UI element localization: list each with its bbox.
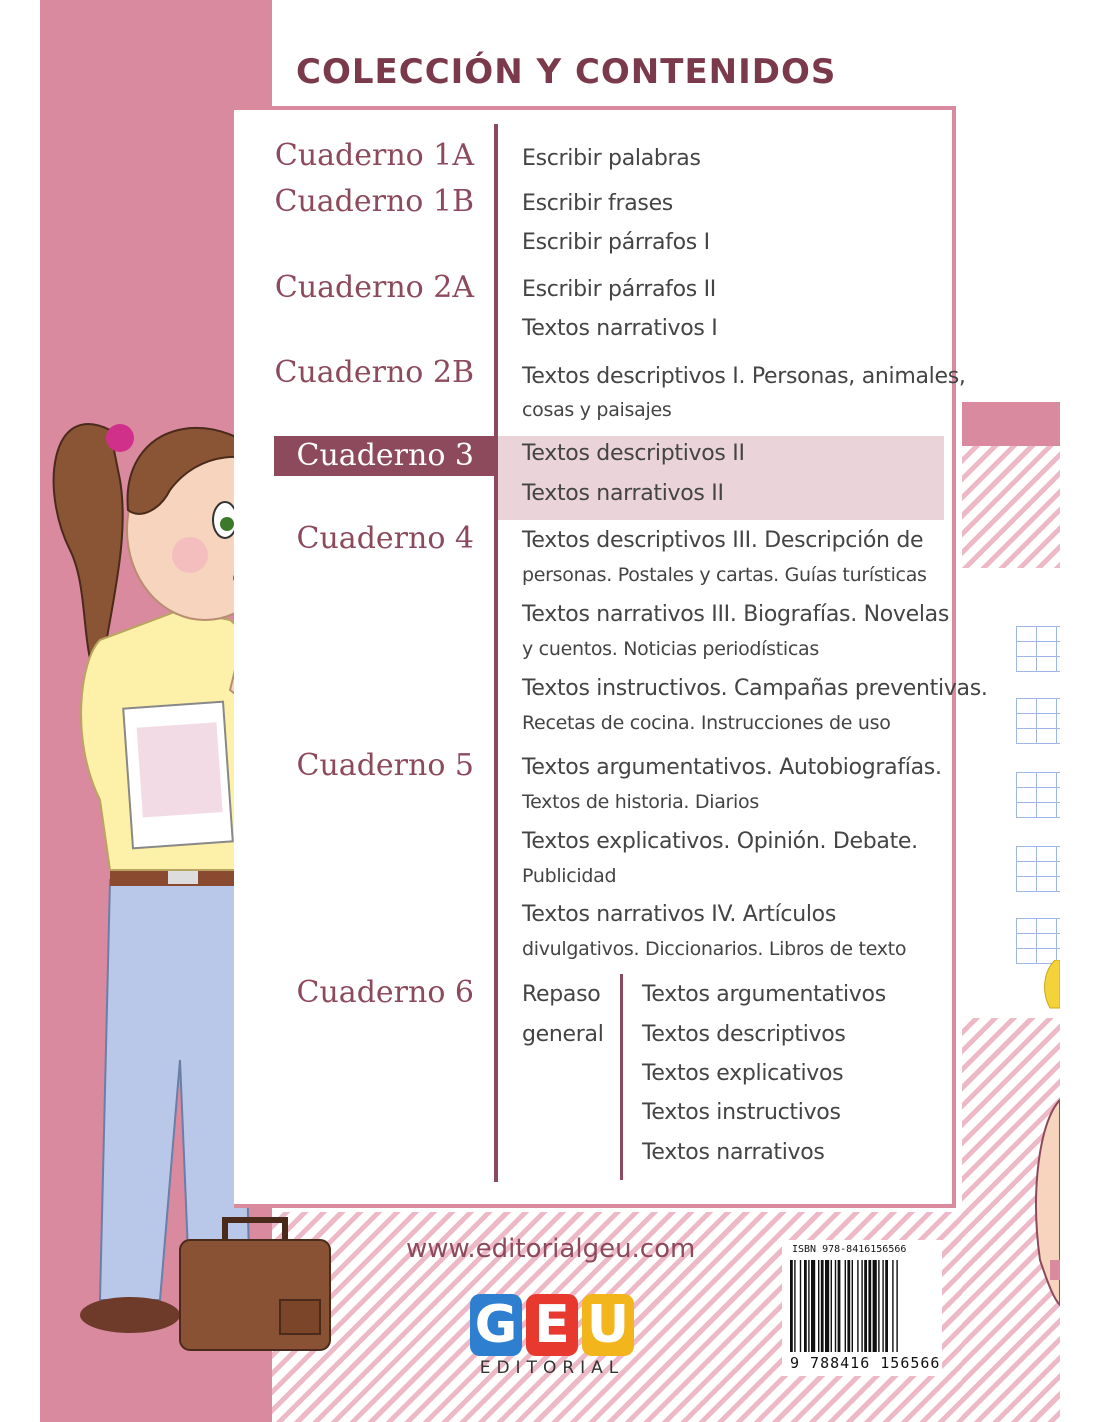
topic-line: Textos narrativos III. Biografías. Novelas xyxy=(522,602,950,627)
topic-line: Textos descriptivos II xyxy=(522,441,745,466)
barcode-bar xyxy=(821,1260,824,1352)
grid-paper-icon xyxy=(1016,918,1060,964)
topic-line: Textos narrativos IV. Artículos xyxy=(522,902,836,927)
topic-line: cosas y paisajes xyxy=(522,399,672,421)
barcode-bar xyxy=(808,1260,809,1352)
topic-line: divulgativos. Diccionarios. Libros de texto xyxy=(522,938,907,960)
grid-paper-icon xyxy=(1016,846,1060,892)
topic-line: Textos explicativos. Opinión. Debate. xyxy=(522,829,918,854)
logo-letter-g: G xyxy=(470,1294,522,1356)
geu-logo xyxy=(470,1294,634,1380)
topic-line: Textos narrativos xyxy=(642,1140,825,1165)
topic-line: Textos descriptivos xyxy=(642,1022,846,1047)
volume-label-5: Cuaderno 5 xyxy=(296,748,474,783)
barcode-bar xyxy=(835,1260,836,1352)
barcode-bar xyxy=(845,1260,846,1352)
topic-line: Textos descriptivos I. Personas, animales, xyxy=(522,364,966,389)
topic-line: Textos descriptivos III. Descripción de xyxy=(522,528,924,553)
topic-line: Escribir párrafos II xyxy=(522,277,716,302)
barcode-bars xyxy=(790,1260,936,1352)
volume-label-4: Cuaderno 4 xyxy=(296,521,474,556)
isbn-number: ISBN 978-8416156566 xyxy=(792,1244,907,1255)
volume-label-1a: Cuaderno 1A xyxy=(274,138,474,173)
grid-paper-icon xyxy=(1016,626,1060,672)
barcode-bar xyxy=(892,1260,893,1352)
grid-paper-icon xyxy=(1016,698,1060,744)
barcode-bar xyxy=(861,1260,862,1352)
barcode-bar xyxy=(847,1260,850,1352)
barcode-bar xyxy=(885,1260,888,1352)
barcode-bar xyxy=(857,1260,858,1352)
character-fragment-illustration xyxy=(1030,960,1060,1320)
volume-label-2b: Cuaderno 2B xyxy=(274,355,474,390)
review-divider xyxy=(620,974,623,1180)
barcode-bar xyxy=(852,1260,853,1352)
barcode-bar xyxy=(873,1260,877,1352)
topic-line: Textos argumentativos. Autobiografías. xyxy=(522,755,942,780)
review-label: general xyxy=(522,1022,604,1047)
column-divider xyxy=(494,124,498,1182)
barcode-bar xyxy=(831,1260,832,1352)
barcode-bar xyxy=(896,1260,897,1352)
volume-label-3: Cuaderno 3 xyxy=(296,438,474,473)
barcode-bar xyxy=(838,1260,841,1352)
barcode-bar xyxy=(800,1260,801,1352)
barcode-digits: 9 788416 156566 xyxy=(790,1354,941,1372)
page-title: COLECCIÓN Y CONTENIDOS xyxy=(296,52,837,92)
right-stripes-top xyxy=(962,446,1060,568)
topic-line: Escribir párrafos I xyxy=(522,230,710,255)
barcode-bar xyxy=(882,1260,883,1352)
barcode-bar xyxy=(818,1260,819,1352)
topic-line: Textos instructivos. Campañas preventivas. xyxy=(522,676,988,701)
topic-line: Textos narrativos I xyxy=(522,316,718,341)
grid-paper-icon xyxy=(1016,772,1060,818)
topic-line: Textos argumentativos xyxy=(642,982,886,1007)
topic-line: Textos instructivos xyxy=(642,1100,841,1125)
logo-letter-e: E xyxy=(526,1294,578,1356)
right-pink-strip xyxy=(962,402,1060,446)
topic-line: Escribir palabras xyxy=(522,146,701,171)
volume-label-2a: Cuaderno 2A xyxy=(274,270,474,305)
barcode-bar xyxy=(794,1260,795,1352)
website-link[interactable]: www.editorialgeu.com xyxy=(406,1234,696,1264)
topic-line: Publicidad xyxy=(522,865,617,887)
barcode-bar xyxy=(868,1260,871,1352)
barcode-bar xyxy=(804,1260,807,1352)
topic-line: Textos de historia. Diarios xyxy=(522,791,759,813)
barcode-bar xyxy=(825,1260,829,1352)
topic-line: Textos explicativos xyxy=(642,1061,844,1086)
barcode-bar xyxy=(864,1260,867,1352)
barcode-bar xyxy=(811,1260,815,1352)
topic-line: Recetas de cocina. Instrucciones de uso xyxy=(522,712,891,734)
volume-label-6: Cuaderno 6 xyxy=(296,975,474,1010)
logo-subtitle: EDITORIAL xyxy=(479,1358,625,1378)
barcode xyxy=(782,1240,942,1376)
topic-line: y cuentos. Noticias periodísticas xyxy=(522,638,819,660)
barcode-bar xyxy=(790,1260,793,1352)
topic-line: Textos narrativos II xyxy=(522,481,724,506)
topic-line: personas. Postales y cartas. Guías turísticas xyxy=(522,564,927,586)
review-label: Repaso xyxy=(522,982,601,1007)
barcode-bar xyxy=(878,1260,879,1352)
logo-letter-u: U xyxy=(582,1294,634,1356)
volume-label-1b: Cuaderno 1B xyxy=(274,184,474,219)
topic-line: Escribir frases xyxy=(522,191,673,216)
